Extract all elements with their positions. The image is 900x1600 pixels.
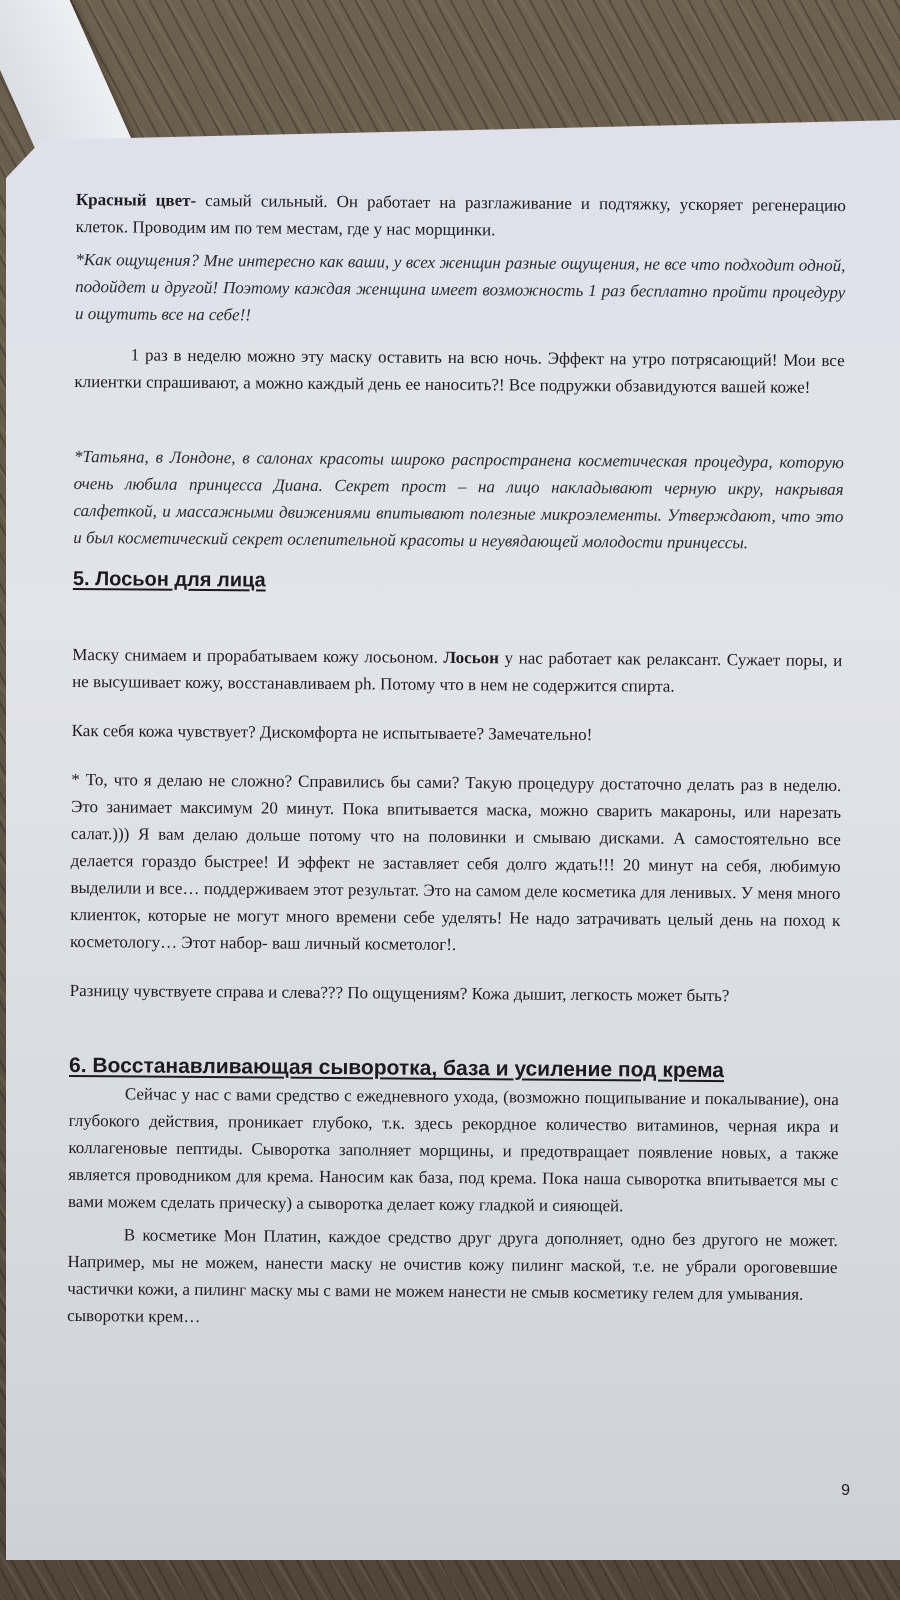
paragraph-serum: Сейчас у нас с вами средство с ежедневного ухода, (возможно пощипывание и покалывание), она глубокого действия, проникает глубоко, т.к. здесь рекордное количество витаминов, черная икра и коллагеновые пептиды. Сыворотка заполняет морщины, и предотвращает появление новых, а также является проводником для крема. Наносим как база, под крема. Пока наша сыворотка впитывается мы с вами можем сделать прическу) а сыворотка делает кожу гладкой и сияющей.: [67, 1084, 839, 1216]
paragraph-procedure-easy: * То, что я делаю не сложно? Справились бы сами? Такую процедуру достаточно делать раз в неделю. Это занимает максимум 20 минут. Пока впитывается маска, можно сварить макароны, или нарезать салат.))) Я вам делаю дольше потому что на половинки и смываю дисками. А самостоятельно все делается гораздо быстрее! И эффект не заставляет себя долго ждать!!! 20 минут на себя, любимую выделили и все… поддерживаем этот результат. Это на самом деле косметика для ленивых. У меня много клиенток, которые не могут много времени себе уделять! Не надо затрачивать целый день на поход к косметологу… Этот набор- ваш личный косметолог!.: [69, 769, 842, 955]
paragraph-mon-platin: В косметике Мон Платин, каждое средство друг друга дополняет, одно без другого не может. Например, мы не можем, нанести маску не очистив кожу пилинг маской, т.е. не убрали ороговевшие частички кожи, а пилинг маску мы с вами не можем нанести не смыв косметику гелем для умывания.: [67, 1225, 838, 1304]
paragraph-lotion: [72, 641, 842, 701]
italic-note-princess-diana: *Татьяна, в Лондоне, в салонах красоты широко распространена косметическая процедура, которую очень любила принцесса Диана. Секрет прост – на лицо накладывают черную икру, накрывая салфеткой, и массажными движениями впитывают полезные микроэлементы. Утверждают, что это и был косметический секрет ослепительной красоты и неувядающей молодости принцессы.: [73, 446, 844, 553]
lotion-text-start: Маску снимаем и прорабатываем кожу лосьоном.: [72, 644, 444, 667]
red-color-term: Красный цвет-: [75, 189, 197, 210]
paragraph-red-color: [76, 186, 846, 246]
paragraph-serum-cream: сыворотки крем…: [67, 1305, 201, 1327]
italic-note-sensations: *Как ощущения? Мне интересно как ваши, у всех женщин разные ощущения, не все что подходит одной, подойдет и другой! Поэтому каждая женщина имеет возможность 1 раз бесплатно пройти процедуру и ощутить все на себе!!: [74, 249, 846, 325]
red-color-text: самый сильный. Он работает на разглаживание и подтяжку, ускоряет регенерацию клеток. Проводим им по тем местам, где у нас морщинки.: [75, 190, 846, 240]
paragraph-difference: Разницу чувствуете справа и слева??? По ощущениям? Кожа дышит, легкость может быть?: [69, 980, 730, 1006]
page-number: 9: [841, 1482, 850, 1499]
section-heading-lotion: 5. Лосьон для лица: [72, 567, 266, 592]
paragraph-overnight-mask: 1 раз в неделю можно эту маску оставить на всю ночь. Эффект на утро потрясающий! Мои все клиентки спрашивают, а можно каждый день ее наносить?! Все подружки обзавидуются вашей коже!: [74, 345, 845, 397]
lotion-text-rest: у нас работает как релаксант. Сужает поры, и не высушивает кожу, восстанавливаем ph. Потому что в нем не содержится спирта.: [72, 648, 843, 696]
section-heading-serum: 6. Восстанавливающая сыворотка, база и усиление под крема: [69, 1053, 725, 1083]
paragraph-skin-question: Как себя кожа чувствует? Дискомфорта не испытываете? Замечательно!: [71, 720, 593, 745]
lotion-term: Лосьон: [443, 647, 500, 668]
page-content: [67, 186, 846, 1335]
